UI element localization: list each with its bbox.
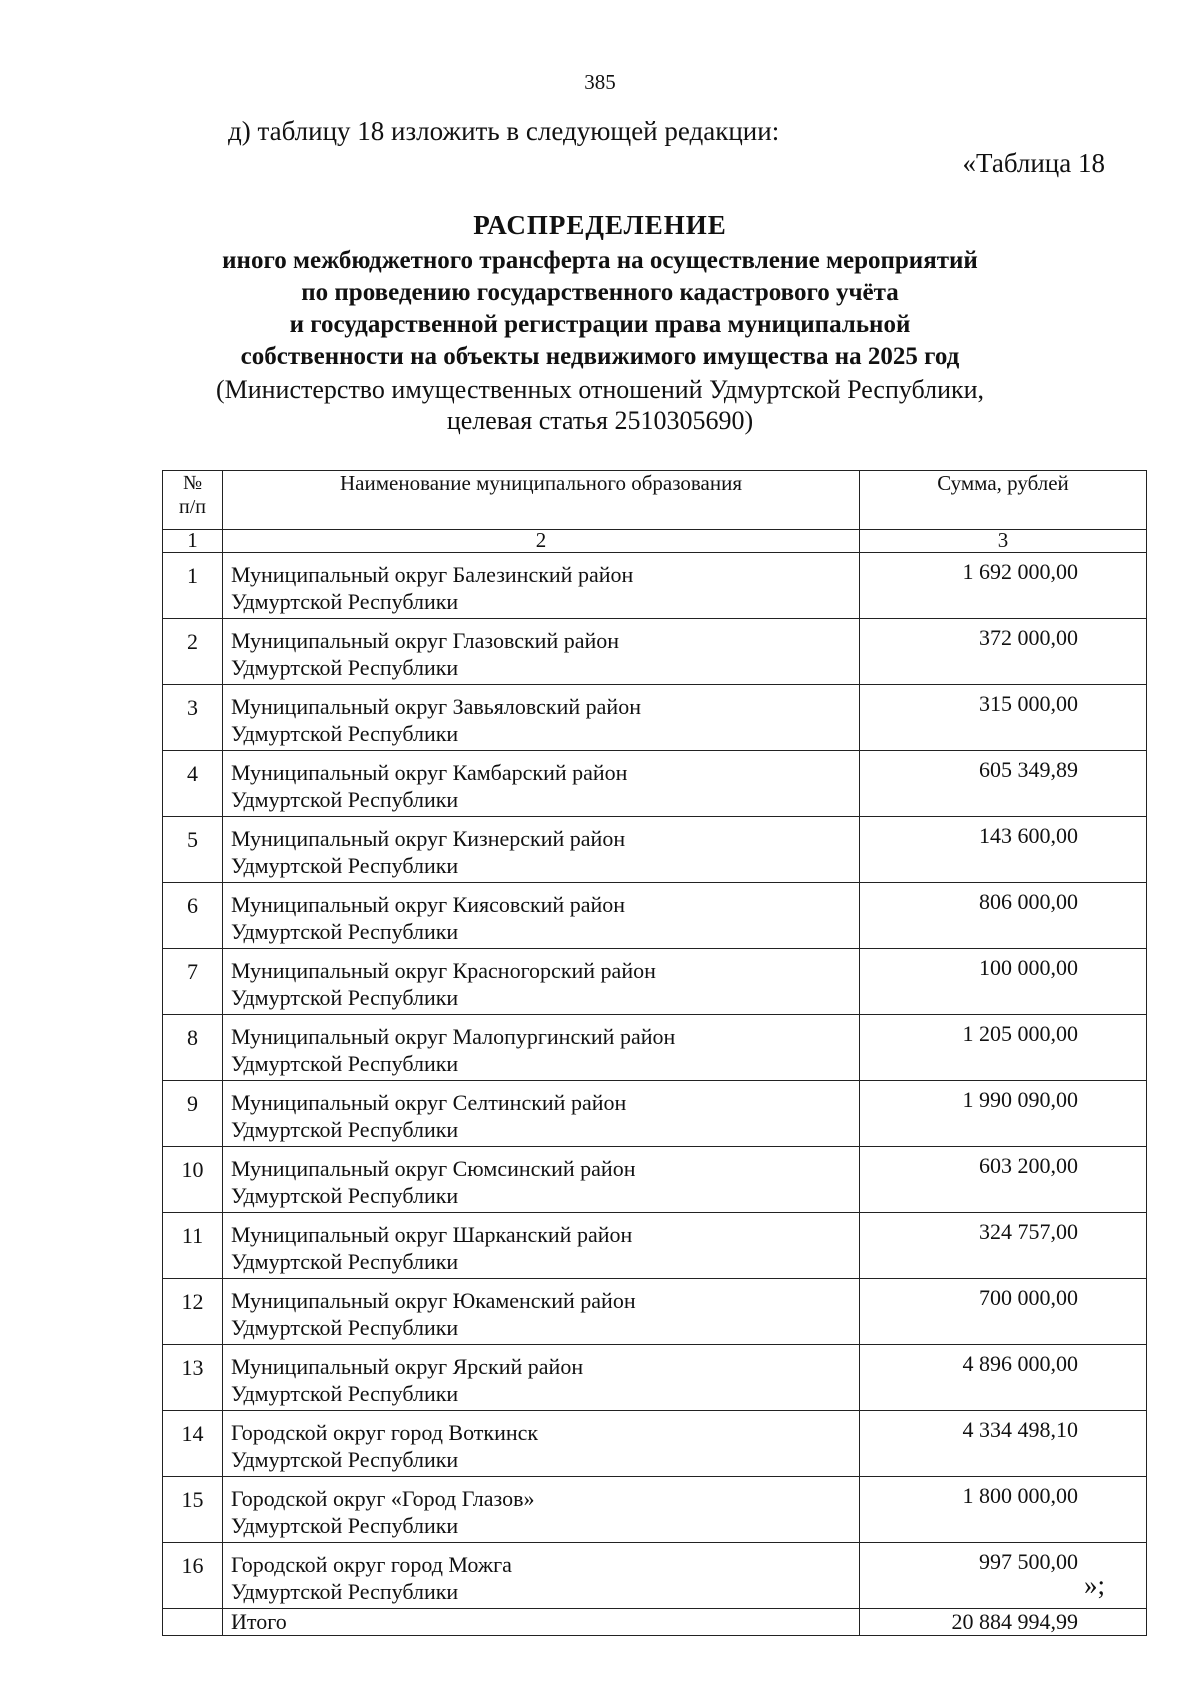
row-sum: 806 000,00 — [860, 883, 1147, 949]
row-name — [223, 1477, 860, 1543]
row-name — [223, 1015, 860, 1081]
ministry-line: (Министерство имущественных отношений Удмуртской Республики, — [215, 375, 985, 404]
row-name-line1: Муниципальный округ Шарканский район — [231, 1222, 633, 1247]
row-number: 4 — [163, 751, 223, 817]
row-name-line1: Муниципальный округ Камбарский район — [231, 760, 628, 785]
row-sum: 4 334 498,10 — [860, 1411, 1147, 1477]
table-row — [163, 1147, 1147, 1213]
table-row — [163, 817, 1147, 883]
row-name-line1: Городской округ город Можга — [231, 1552, 512, 1577]
row-number: 11 — [163, 1213, 223, 1279]
subheading-line: собственности на объекты недвижимого имущества на 2025 год — [240, 343, 960, 370]
table-row — [163, 685, 1147, 751]
document-subheading — [0, 245, 1200, 373]
row-name-line1: Муниципальный округ Киясовский район — [231, 892, 626, 917]
ministry-line: целевая статья 2510305690) — [446, 406, 754, 435]
row-name — [223, 817, 860, 883]
row-name-line2: Удмуртской Республики — [231, 1513, 459, 1538]
column-index-row — [163, 530, 1147, 553]
row-name-line2: Удмуртской Республики — [231, 853, 459, 878]
row-name-line2: Удмуртской Республики — [231, 985, 459, 1010]
row-name — [223, 1081, 860, 1147]
row-name — [223, 949, 860, 1015]
row-name — [223, 685, 860, 751]
row-name-line2: Удмуртской Республики — [231, 1381, 459, 1406]
row-name-line1: Муниципальный округ Глазовский район — [231, 628, 620, 653]
row-sum: 997 500,00 — [860, 1543, 1147, 1609]
row-number: 7 — [163, 949, 223, 1015]
row-name-line2: Удмуртской Республики — [231, 1447, 459, 1472]
row-name — [223, 1543, 860, 1609]
row-name-line1: Муниципальный округ Юкаменский район — [231, 1288, 636, 1313]
subheading-line: по проведению государственного кадастрового учёта — [301, 279, 899, 306]
row-name-line1: Муниципальный округ Сюмсинский район — [231, 1156, 636, 1181]
row-name-line1: Городской округ город Воткинск — [231, 1420, 539, 1445]
row-name — [223, 1279, 860, 1345]
row-name-line2: Удмуртской Республики — [231, 787, 459, 812]
row-name-line1: Муниципальный округ Красногорский район — [231, 958, 656, 983]
page-number: 385 — [584, 70, 616, 94]
row-name — [223, 553, 860, 619]
table-row — [163, 619, 1147, 685]
table-row — [163, 1477, 1147, 1543]
table-row — [163, 1543, 1147, 1609]
row-sum: 315 000,00 — [860, 685, 1147, 751]
row-name-line2: Удмуртской Республики — [231, 919, 459, 944]
row-sum: 1 800 000,00 — [860, 1477, 1147, 1543]
header-sum: Сумма, рублей — [860, 471, 1147, 530]
total-sum: 20 884 994,99 — [860, 1609, 1147, 1636]
table-row — [163, 1279, 1147, 1345]
row-number: 12 — [163, 1279, 223, 1345]
row-number: 1 — [163, 553, 223, 619]
row-number: 2 — [163, 619, 223, 685]
closing-quote: »; — [1083, 1570, 1105, 1600]
row-sum: 605 349,89 — [860, 751, 1147, 817]
table-row — [163, 883, 1147, 949]
row-name-line2: Удмуртской Республики — [231, 589, 459, 614]
row-number: 5 — [163, 817, 223, 883]
row-sum: 100 000,00 — [860, 949, 1147, 1015]
column-index: 1 — [163, 530, 223, 553]
table-row — [163, 949, 1147, 1015]
row-name-line2: Удмуртской Республики — [231, 1117, 459, 1142]
row-name — [223, 1411, 860, 1477]
row-name-line1: Муниципальный округ Кизнерский район — [231, 826, 626, 851]
column-index: 3 — [860, 530, 1147, 553]
document-heading: РАСПРЕДЕЛЕНИЕ — [473, 210, 727, 240]
row-name-line2: Удмуртской Республики — [231, 1183, 459, 1208]
header-name: Наименование муниципального образования — [223, 471, 860, 530]
row-name-line2: Удмуртской Республики — [231, 655, 459, 680]
row-sum: 4 896 000,00 — [860, 1345, 1147, 1411]
row-sum: 603 200,00 — [860, 1147, 1147, 1213]
row-name-line2: Удмуртской Республики — [231, 721, 459, 746]
row-name-line1: Городской округ «Город Глазов» — [231, 1486, 535, 1511]
row-number: 16 — [163, 1543, 223, 1609]
row-name-line2: Удмуртской Республики — [231, 1579, 459, 1604]
table-row — [163, 1015, 1147, 1081]
row-number: 14 — [163, 1411, 223, 1477]
table-row — [163, 1081, 1147, 1147]
table-row — [163, 553, 1147, 619]
table-header-row — [163, 471, 1147, 530]
total-number — [163, 1609, 223, 1636]
row-number: 13 — [163, 1345, 223, 1411]
row-number: 6 — [163, 883, 223, 949]
row-sum: 1 205 000,00 — [860, 1015, 1147, 1081]
row-sum: 1 990 090,00 — [860, 1081, 1147, 1147]
row-sum: 324 757,00 — [860, 1213, 1147, 1279]
intro-text: д) таблицу 18 изложить в следующей редакции: — [228, 116, 780, 146]
row-name-line1: Муниципальный округ Селтинский район — [231, 1090, 627, 1115]
distribution-table — [162, 470, 1147, 1636]
row-name — [223, 619, 860, 685]
table-row — [163, 1411, 1147, 1477]
row-name-line1: Муниципальный округ Завьяловский район — [231, 694, 641, 719]
row-name-line2: Удмуртской Республики — [231, 1315, 459, 1340]
row-sum: 143 600,00 — [860, 817, 1147, 883]
row-number: 15 — [163, 1477, 223, 1543]
row-name — [223, 1345, 860, 1411]
row-name-line2: Удмуртской Республики — [231, 1249, 459, 1274]
total-row — [163, 1609, 1147, 1636]
table-label: «Таблица 18 — [962, 148, 1105, 178]
row-number: 3 — [163, 685, 223, 751]
header-number — [163, 471, 223, 530]
table-row — [163, 1213, 1147, 1279]
total-label: Итого — [223, 1609, 860, 1636]
row-name — [223, 751, 860, 817]
row-name-line1: Муниципальный округ Балезинский район — [231, 562, 634, 587]
row-name-line2: Удмуртской Республики — [231, 1051, 459, 1076]
table-row — [163, 751, 1147, 817]
header-number-abbrev: п/п — [179, 496, 206, 518]
row-name — [223, 1213, 860, 1279]
row-name-line1: Муниципальный округ Ярский район — [231, 1354, 584, 1379]
ministry-note — [0, 374, 1200, 436]
row-name — [223, 1147, 860, 1213]
row-name — [223, 883, 860, 949]
row-number: 9 — [163, 1081, 223, 1147]
row-name-line1: Муниципальный округ Малопургинский район — [231, 1024, 676, 1049]
subheading-line: иного межбюджетного трансферта на осуществление мероприятий — [222, 247, 978, 274]
row-number: 8 — [163, 1015, 223, 1081]
row-sum: 700 000,00 — [860, 1279, 1147, 1345]
header-number-symbol: № — [182, 472, 203, 494]
subheading-line: и государственной регистрации права муниципальной — [289, 311, 911, 338]
row-sum: 1 692 000,00 — [860, 553, 1147, 619]
row-sum: 372 000,00 — [860, 619, 1147, 685]
column-index: 2 — [223, 530, 860, 553]
row-number: 10 — [163, 1147, 223, 1213]
table-row — [163, 1345, 1147, 1411]
